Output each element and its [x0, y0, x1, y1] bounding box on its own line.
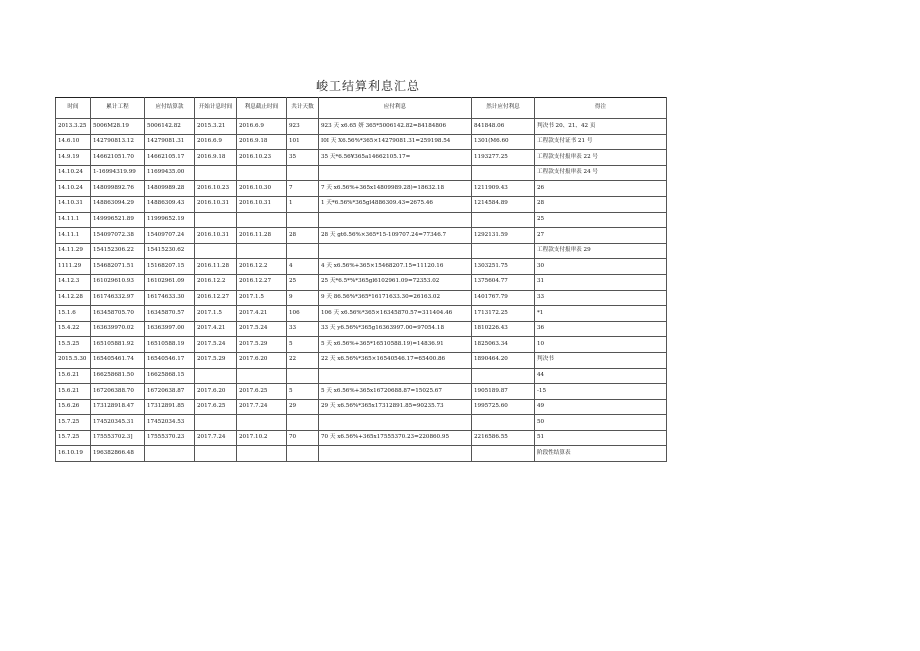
- cell-interest-start: 2015.3.21: [195, 119, 237, 135]
- cell-cumulative-work: 161746332.97: [91, 290, 145, 306]
- cell-days: 923: [287, 119, 319, 135]
- cell-days: 5: [287, 384, 319, 400]
- cell-interest-end: 2017.10.2: [237, 430, 287, 446]
- cell-days: [287, 368, 319, 384]
- cell-cumulative-interest: 1211909.43: [472, 181, 535, 197]
- cell-interest-end: [237, 368, 287, 384]
- cell-cumulative-interest: 1214584.89: [472, 196, 535, 212]
- cell-interest-end: [237, 415, 287, 431]
- cell-interest-end: 2016.10.30: [237, 181, 287, 197]
- cell-interest-start: 2017.6.25: [195, 399, 237, 415]
- cell-cumulative-interest: 1401767.79: [472, 290, 535, 306]
- cell-settlement-payable: 14886309.43: [145, 196, 195, 212]
- cell-cumulative-interest: [472, 243, 535, 259]
- cell-cumulative-interest: 1890464.20: [472, 352, 535, 368]
- cell-interest-end: 2016.11.28: [237, 228, 287, 244]
- cell-cumulative-work: 5006M28.19: [91, 119, 145, 135]
- cell-interest-end: 2017.6.20: [237, 352, 287, 368]
- cell-remarks: 10: [535, 337, 667, 353]
- cell-time: 15.7.25: [56, 430, 91, 446]
- cell-interest-start: 2017.6.20: [195, 384, 237, 400]
- cell-cumulative-work: 149996521.89: [91, 212, 145, 228]
- cell-settlement-payable: 17312891.85: [145, 399, 195, 415]
- cell-cumulative-interest: [472, 368, 535, 384]
- cell-days: 1: [287, 196, 319, 212]
- cell-settlement-payable: 16363997.00: [145, 321, 195, 337]
- cell-cumulative-interest: 1292131.59: [472, 228, 535, 244]
- cell-interest-end: 2016.9.18: [237, 134, 287, 150]
- header-interest-start: 开始计息时间: [195, 98, 237, 119]
- cell-interest-start: [195, 243, 237, 259]
- cell-days: 9: [287, 290, 319, 306]
- cell-cumulative-interest: 1301(M6.60: [472, 134, 535, 150]
- cell-cumulative-interest: [472, 446, 535, 462]
- cell-time: 1111.29: [56, 259, 91, 275]
- cell-days: [287, 446, 319, 462]
- cell-interest-calc: 9 天 86.56%*365*16171633.30=26163.02: [319, 290, 472, 306]
- cell-interest-calc: 29 天 x6.56%*365x17312891.85=90235.73: [319, 399, 472, 415]
- cell-time: 14.11.1: [56, 212, 91, 228]
- cell-days: 106: [287, 306, 319, 322]
- cell-time: 14.10.31: [56, 196, 91, 212]
- cell-remarks: 51: [535, 430, 667, 446]
- cell-cumulative-work: 175553702.3]: [91, 430, 145, 446]
- cell-interest-calc: 923 天 x6.65 妍 365*5006142.82=84184806: [319, 119, 472, 135]
- cell-time: 15.5.25: [56, 337, 91, 353]
- table-row: [56, 430, 667, 446]
- cell-time: 14.12.28: [56, 290, 91, 306]
- cell-remarks: 阶段性结算表: [535, 446, 667, 462]
- cell-remarks: 28: [535, 196, 667, 212]
- cell-interest-calc: 35 天*6.56¥365a14662105.17=: [319, 150, 472, 166]
- cell-settlement-payable: 15415230.62: [145, 243, 195, 259]
- cell-cumulative-work: 161029610.93: [91, 274, 145, 290]
- table-row: [56, 384, 667, 400]
- cell-days: 33: [287, 321, 319, 337]
- cell-settlement-payable: 17452034.53: [145, 415, 195, 431]
- cell-settlement-payable: 17555370.23: [145, 430, 195, 446]
- cell-interest-start: 2016.12.27: [195, 290, 237, 306]
- cell-interest-calc: 33 天 y6.56%*365g16363997.00=97054.18: [319, 321, 472, 337]
- cell-time: 2015.5.30: [56, 352, 91, 368]
- cell-settlement-payable: 11699435.00: [145, 165, 195, 181]
- cell-time: 15.4.22: [56, 321, 91, 337]
- table-row: [56, 212, 667, 228]
- cell-interest-calc: [319, 243, 472, 259]
- header-total-days: 共计天数: [287, 98, 319, 119]
- cell-settlement-payable: [145, 446, 195, 462]
- header-time: 时间: [56, 98, 91, 119]
- cell-days: 4: [287, 259, 319, 275]
- cell-interest-end: 2017.5.29: [237, 337, 287, 353]
- table-row: [56, 196, 667, 212]
- cell-time: 14.12.3: [56, 274, 91, 290]
- cell-interest-calc: I0I 天 X6.56%*365×14279081.31=259198.54: [319, 134, 472, 150]
- cell-interest-calc: [319, 212, 472, 228]
- cell-remarks: 33: [535, 290, 667, 306]
- cell-time: 14.11.29: [56, 243, 91, 259]
- cell-days: 70: [287, 430, 319, 446]
- table-row: [56, 306, 667, 322]
- cell-cumulative-work: 154097072.38: [91, 228, 145, 244]
- cell-interest-start: 2016.6.9: [195, 134, 237, 150]
- cell-days: [287, 165, 319, 181]
- cell-settlement-payable: 14809989.28: [145, 181, 195, 197]
- cell-interest-calc: 28 天 gt6.56%×365*15-109707.24=77346.7: [319, 228, 472, 244]
- header-interest-payable: 应付利息: [319, 98, 472, 119]
- cell-cumulative-interest: 1905189.87: [472, 384, 535, 400]
- cell-days: [287, 415, 319, 431]
- cell-interest-end: [237, 243, 287, 259]
- cell-interest-calc: 4 天 x6.56%+365×15468207.15=11120.16: [319, 259, 472, 275]
- cell-settlement-payable: 15409707.24: [145, 228, 195, 244]
- cell-cumulative-interest: 1825063.34: [472, 337, 535, 353]
- cell-settlement-payable: 16510588.19: [145, 337, 195, 353]
- cell-interest-start: 2016.10.31: [195, 228, 237, 244]
- cell-interest-start: 2016.10.31: [195, 196, 237, 212]
- cell-cumulative-work: 163639970.02: [91, 321, 145, 337]
- cell-interest-calc: [319, 368, 472, 384]
- table-row: [56, 181, 667, 197]
- cell-cumulative-interest: 1713172.25: [472, 306, 535, 322]
- cell-interest-start: 2017.7.24: [195, 430, 237, 446]
- cell-days: 25: [287, 274, 319, 290]
- cell-interest-end: 2017.1.5: [237, 290, 287, 306]
- table-row: [56, 368, 667, 384]
- cell-interest-calc: [319, 446, 472, 462]
- table-row: [56, 321, 667, 337]
- cell-cumulative-work: 165105881.92: [91, 337, 145, 353]
- table-row: [56, 274, 667, 290]
- cell-interest-start: [195, 368, 237, 384]
- cell-cumulative-work: 154152306.22: [91, 243, 145, 259]
- cell-interest-start: 2017.4.21: [195, 321, 237, 337]
- cell-remarks: 工程款支付报审表 22 号: [535, 150, 667, 166]
- cell-cumulative-work: 196382866.48: [91, 446, 145, 462]
- cell-cumulative-interest: 2216586.55: [472, 430, 535, 446]
- cell-interest-end: 2016.10.31: [237, 196, 287, 212]
- cell-interest-calc: 5 天 x6.56%+365*16510588.19)=14836.91: [319, 337, 472, 353]
- cell-time: 2013.3.25: [56, 119, 91, 135]
- cell-remarks: 工程款支付报审表 29: [535, 243, 667, 259]
- cell-interest-end: [237, 446, 287, 462]
- cell-interest-calc: [319, 165, 472, 181]
- cell-days: 35: [287, 150, 319, 166]
- cell-remarks: 26: [535, 181, 667, 197]
- cell-interest-end: 2017.4.21: [237, 306, 287, 322]
- cell-time: 14.6.10: [56, 134, 91, 150]
- cell-remarks: 36: [535, 321, 667, 337]
- cell-interest-start: 2017.5.24: [195, 337, 237, 353]
- cell-time: 14.10.24: [56, 165, 91, 181]
- table-row: [56, 243, 667, 259]
- cell-cumulative-work: 148099892.76: [91, 181, 145, 197]
- cell-days: [287, 243, 319, 259]
- cell-days: 29: [287, 399, 319, 415]
- cell-interest-calc: 70 天 x6.56%+365x17555370.23=220860.95: [319, 430, 472, 446]
- cell-remarks: 30: [535, 259, 667, 275]
- cell-remarks: 50: [535, 415, 667, 431]
- cell-cumulative-work: 148863094.29: [91, 196, 145, 212]
- cell-settlement-payable: 11999652.19: [145, 212, 195, 228]
- cell-interest-start: [195, 165, 237, 181]
- cell-cumulative-work: 167206388.70: [91, 384, 145, 400]
- cell-cumulative-interest: [472, 165, 535, 181]
- cell-remarks: 31: [535, 274, 667, 290]
- cell-interest-calc: 25 天*6.5*%*365gl6102961.09=72353.02: [319, 274, 472, 290]
- cell-cumulative-interest: 1995725.60: [472, 399, 535, 415]
- cell-interest-start: 2016.11.28: [195, 259, 237, 275]
- cell-interest-start: [195, 446, 237, 462]
- table-row: [56, 352, 667, 368]
- cell-time: 15.6.26: [56, 399, 91, 415]
- cell-interest-end: 2016.6.9: [237, 119, 287, 135]
- cell-cumulative-work: 146621051.70: [91, 150, 145, 166]
- cell-cumulative-work: 173128918.47: [91, 399, 145, 415]
- cell-interest-start: 2016.10.23: [195, 181, 237, 197]
- header-remarks: 得注: [535, 98, 667, 119]
- cell-settlement-payable: 16720638.87: [145, 384, 195, 400]
- cell-cumulative-interest: [472, 415, 535, 431]
- cell-settlement-payable: 14662105.17: [145, 150, 195, 166]
- cell-days: 7: [287, 181, 319, 197]
- cell-cumulative-interest: 1303251.75: [472, 259, 535, 275]
- cell-settlement-payable: 16174633.30: [145, 290, 195, 306]
- header-cumulative-interest: 然计应付利息: [472, 98, 535, 119]
- cell-interest-end: [237, 165, 287, 181]
- cell-settlement-payable: 16345870.57: [145, 306, 195, 322]
- cell-settlement-payable: 16540546.17: [145, 352, 195, 368]
- table-row: [56, 337, 667, 353]
- cell-cumulative-work: 142790813.12: [91, 134, 145, 150]
- header-row: [56, 98, 667, 119]
- cell-cumulative-work: 165405461.74: [91, 352, 145, 368]
- cell-remarks: 工程款支付报审表 24 号: [535, 165, 667, 181]
- cell-interest-calc: 22 天 x6.56%*365×16540546.17=65400.86: [319, 352, 472, 368]
- cell-cumulative-interest: 1810226.43: [472, 321, 535, 337]
- cell-days: 28: [287, 228, 319, 244]
- cell-interest-end: 2017.5.24: [237, 321, 287, 337]
- table-row: [56, 150, 667, 166]
- table-row: [56, 415, 667, 431]
- cell-settlement-payable: 16625868.15: [145, 368, 195, 384]
- cell-interest-start: [195, 212, 237, 228]
- cell-interest-start: 2017.5.29: [195, 352, 237, 368]
- cell-remarks: 判决书: [535, 352, 667, 368]
- cell-remarks: 27: [535, 228, 667, 244]
- cell-interest-calc: 106 天 x6.56%*365×16345870.57=311404.46: [319, 306, 472, 322]
- cell-days: 101: [287, 134, 319, 150]
- cell-interest-calc: 7 天 x6.56%+365x14809989.28)=18632.18: [319, 181, 472, 197]
- cell-days: 22: [287, 352, 319, 368]
- interest-summary-table: [55, 97, 667, 462]
- cell-cumulative-work: 1-16994319.99: [91, 165, 145, 181]
- header-settlement-payable: 应付结算款: [145, 98, 195, 119]
- cell-time: 14.10.24: [56, 181, 91, 197]
- cell-interest-start: 2017.1.5: [195, 306, 237, 322]
- cell-remarks: 49: [535, 399, 667, 415]
- cell-interest-calc: [319, 415, 472, 431]
- cell-time: 15.1.6: [56, 306, 91, 322]
- cell-remarks: 44: [535, 368, 667, 384]
- cell-time: 15.7.25: [56, 415, 91, 431]
- cell-time: 16.10.19: [56, 446, 91, 462]
- cell-interest-start: 2016.12.2: [195, 274, 237, 290]
- cell-interest-start: [195, 415, 237, 431]
- cell-cumulative-work: 154682071.51: [91, 259, 145, 275]
- table-row: [56, 228, 667, 244]
- cell-remarks: *1: [535, 306, 667, 322]
- cell-settlement-payable: 15168207.15: [145, 259, 195, 275]
- table-row: [56, 165, 667, 181]
- header-cumulative-work: 累计工程: [91, 98, 145, 119]
- cell-interest-end: 2016.12.27: [237, 274, 287, 290]
- cell-cumulative-interest: 1375604.77: [472, 274, 535, 290]
- cell-interest-calc: 5 天 x6.56%+365x16720688.87=15025.67: [319, 384, 472, 400]
- table-row: [56, 259, 667, 275]
- cell-remarks: 工程款支付证书 21 号: [535, 134, 667, 150]
- cell-remarks: 判决书 20、21、42 页: [535, 119, 667, 135]
- header-interest-end: 利息截止时间: [237, 98, 287, 119]
- cell-settlement-payable: 16102961.09: [145, 274, 195, 290]
- cell-remarks: -15: [535, 384, 667, 400]
- cell-interest-end: 2017.7.24: [237, 399, 287, 415]
- cell-cumulative-work: 163458705.70: [91, 306, 145, 322]
- cell-interest-end: [237, 212, 287, 228]
- page-title: 峻工结算利息汇总: [315, 79, 420, 93]
- cell-days: 5: [287, 337, 319, 353]
- table-row: [56, 399, 667, 415]
- cell-cumulative-interest: [472, 212, 535, 228]
- cell-time: 14.11.1: [56, 228, 91, 244]
- cell-cumulative-interest: 841848.06: [472, 119, 535, 135]
- cell-interest-start: 2016.9.18: [195, 150, 237, 166]
- cell-cumulative-interest: 1193277.25: [472, 150, 535, 166]
- cell-settlement-payable: 5006142.82: [145, 119, 195, 135]
- cell-time: 14.9.19: [56, 150, 91, 166]
- table-row: [56, 119, 667, 135]
- table-row: [56, 446, 667, 462]
- cell-interest-end: 2016.10.23: [237, 150, 287, 166]
- cell-time: 15.6.21: [56, 368, 91, 384]
- cell-time: 15.6.21: [56, 384, 91, 400]
- cell-interest-calc: 1 天*6.56%*365gl4886309.43=2675.46: [319, 196, 472, 212]
- cell-interest-end: 2016.12.2: [237, 259, 287, 275]
- cell-cumulative-work: 166258681.50: [91, 368, 145, 384]
- cell-cumulative-work: 174520345.31: [91, 415, 145, 431]
- cell-settlement-payable: 14279081.31: [145, 134, 195, 150]
- cell-interest-end: 2017.6.25: [237, 384, 287, 400]
- cell-remarks: 25: [535, 212, 667, 228]
- cell-days: [287, 212, 319, 228]
- table-row: [56, 290, 667, 306]
- table-row: [56, 134, 667, 150]
